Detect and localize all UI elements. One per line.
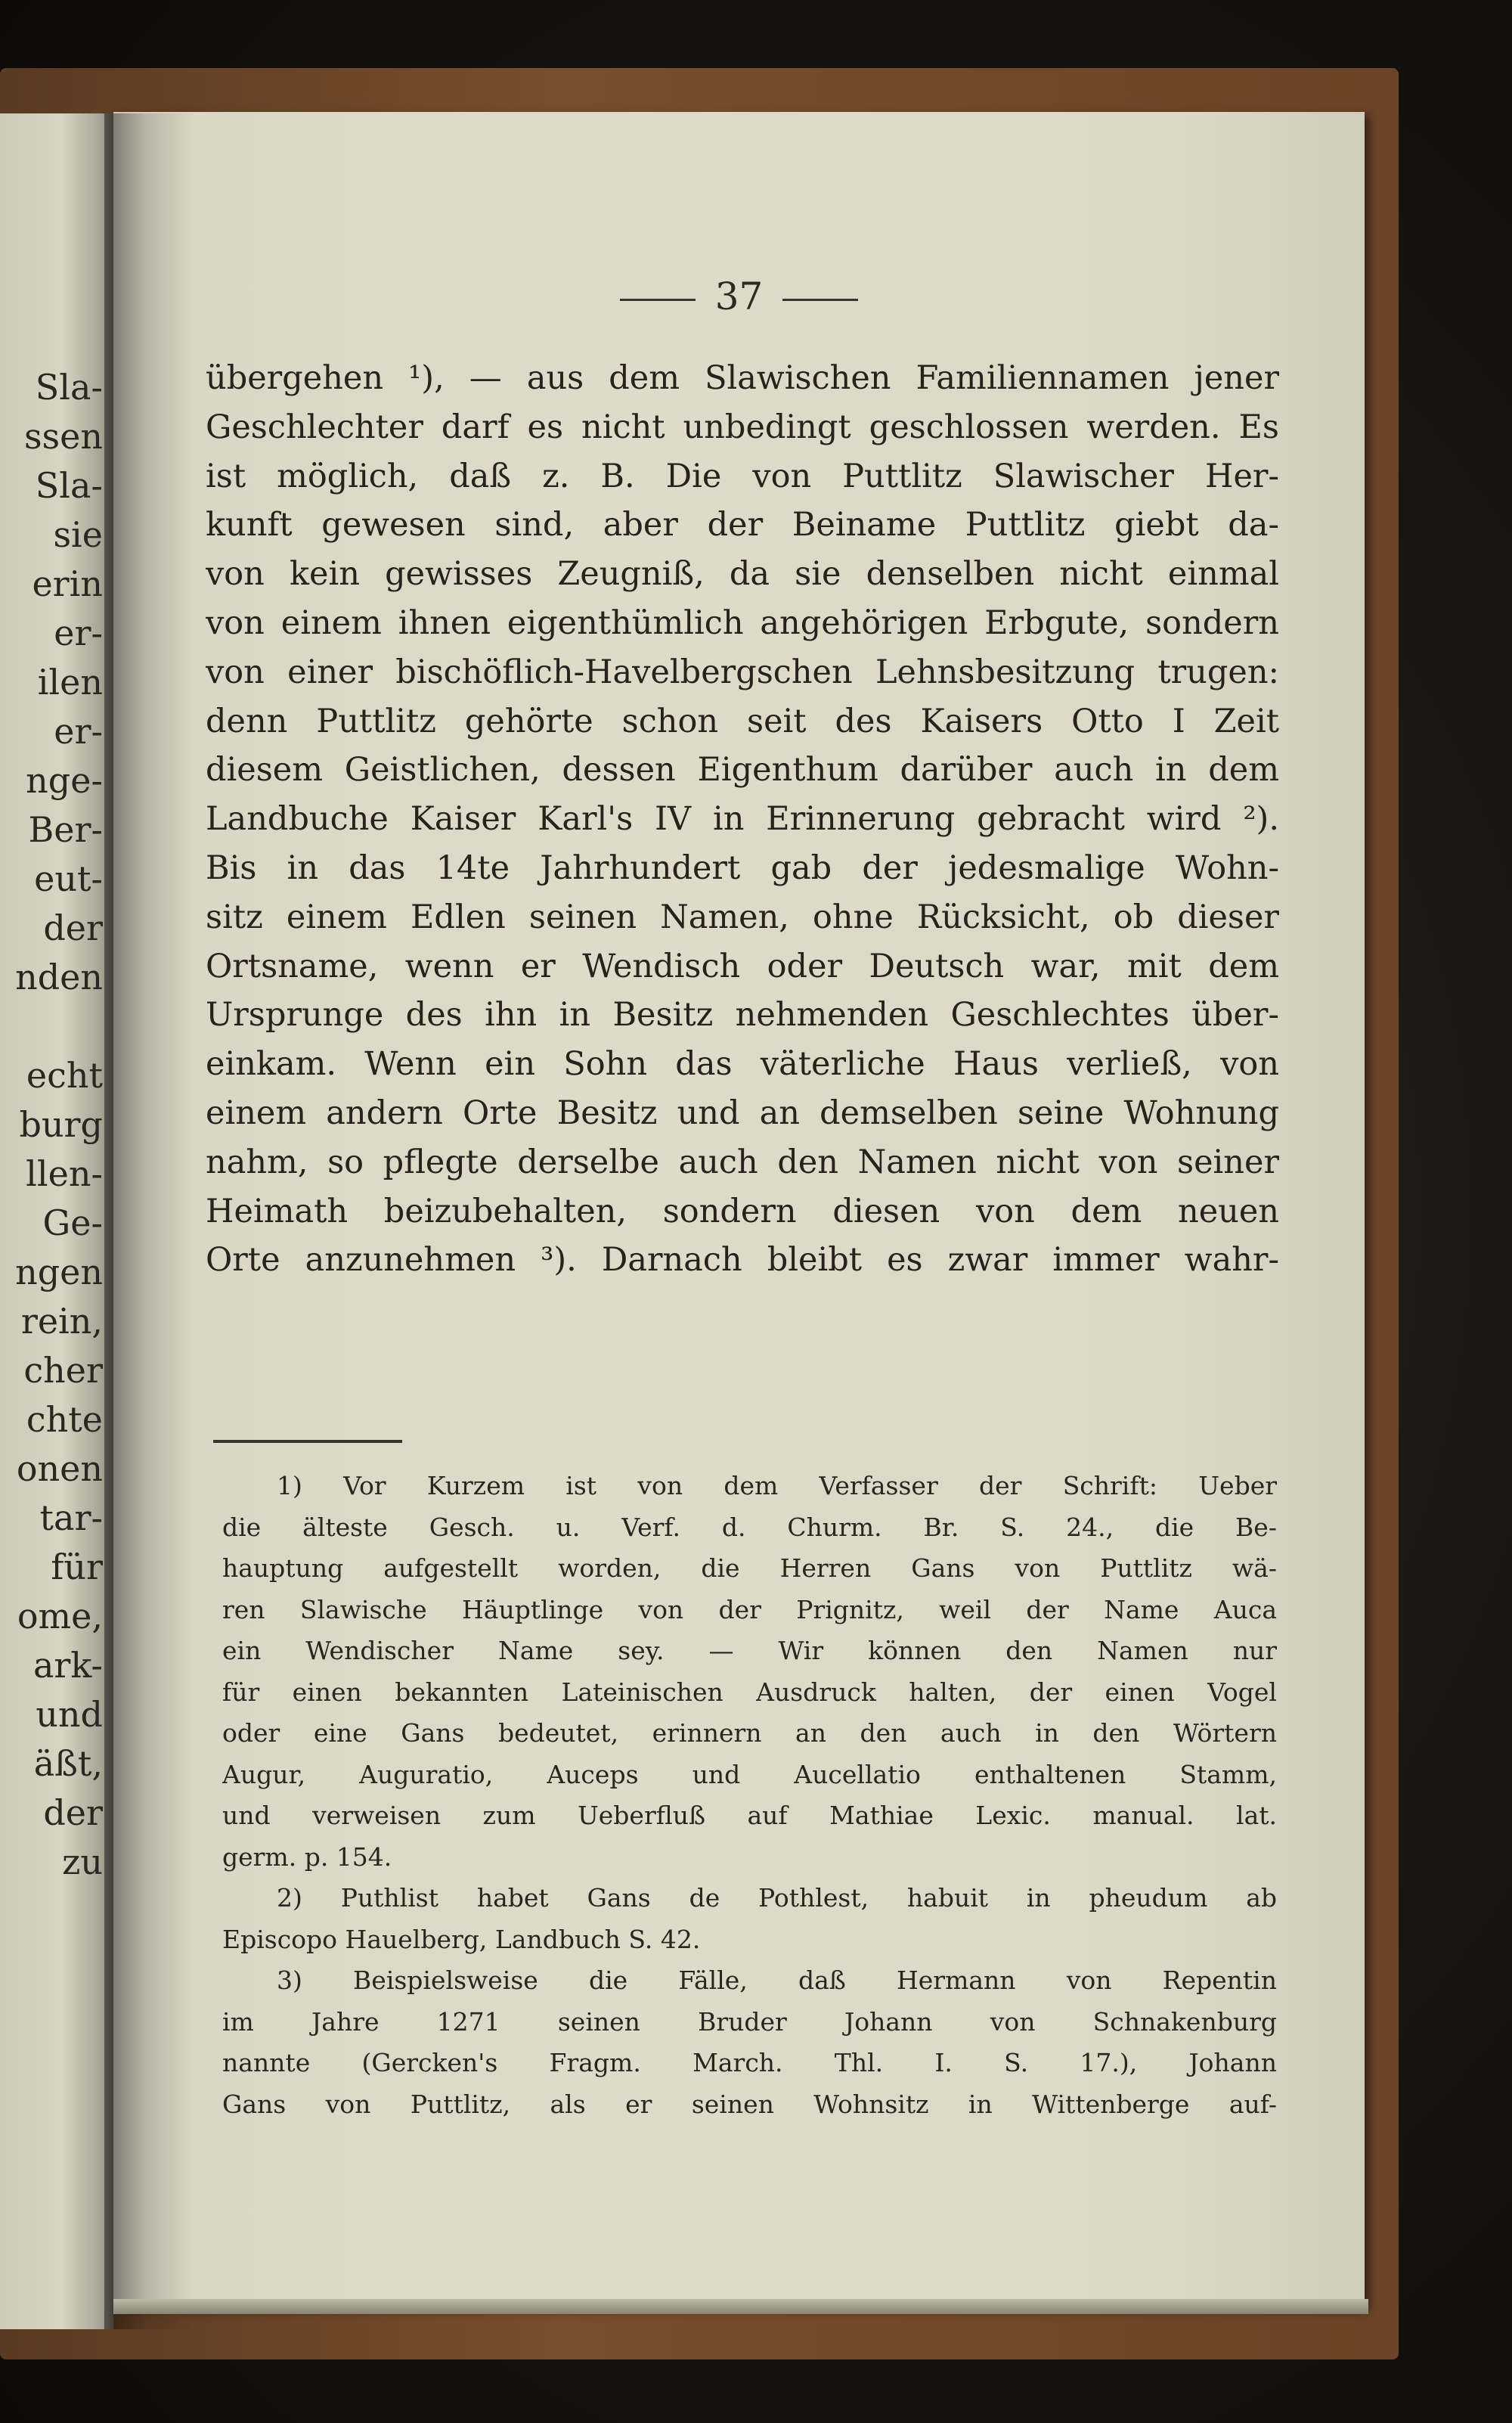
left-page-fragment: chte [26, 1399, 103, 1440]
body-line: kunft gewesen sind, aber der Beiname Puttlitz giebt da- [206, 506, 1279, 544]
left-page-fragment: Sla- [35, 465, 103, 506]
footnotes [222, 1466, 1277, 2125]
page-bottom-edge [113, 2299, 1368, 2314]
footnote-line: ein Wendischer Name sey. — Wir können den Namen nur [222, 1636, 1277, 1665]
footnote-line: Augur, Auguratio, Auceps und Aucellatio enthaltenen Stamm, [222, 1759, 1277, 1789]
footnote-line: 1) Vor Kurzem ist von dem Verfasser der Schrift: Ueber [277, 1471, 1277, 1500]
gutter-shadow [104, 113, 195, 2329]
footnote-line: Episcopo Hauelberg, Landbuch S. 42. [222, 1924, 701, 1954]
left-page-fragment: für [51, 1547, 103, 1587]
left-page-fragment: ome, [17, 1596, 103, 1637]
left-page-fragment: er- [54, 613, 103, 653]
footnote-line: im Jahre 1271 seinen Bruder Johann von Schnakenburg [222, 2006, 1277, 2037]
left-page-fragment: Ber- [28, 809, 103, 850]
footnote-line: germ. p. 154. [222, 1841, 392, 1872]
footnote-line: hauptung aufgestellt worden, die Herren Gans von Puttlitz wä- [222, 1553, 1277, 1583]
left-page-fragment: rein, [20, 1301, 103, 1342]
body-line: von einer bischöflich-Havelbergschen Lehnsbesitzung trugen: [206, 653, 1279, 691]
body-line: Bis in das 14te Jahrhundert gab der jedesmalige Wohn- [206, 849, 1279, 887]
left-page-fragment: Ge- [42, 1202, 103, 1243]
left-page-fragment: Sla- [35, 367, 103, 408]
body-line: einem andern Orte Besitz und an demselben seine Wohnung [206, 1094, 1279, 1132]
body-line: Ortsname, wenn er Wendisch oder Deutsch war, mit dem [206, 947, 1279, 985]
body-line: übergehen ¹), — aus dem Slawischen Familiennamen jener [206, 359, 1279, 397]
left-page-fragment: ark- [33, 1645, 103, 1686]
left-page-fragment: ngen [15, 1252, 103, 1292]
body-line: nahm, so pflegte derselbe auch den Namen nicht von seiner [206, 1143, 1279, 1181]
left-page-fragment: cher [23, 1350, 103, 1391]
left-page-fragment: der [43, 1792, 103, 1833]
left-page-fragment: ilen [37, 662, 103, 703]
left-page-fragment: ssen [23, 416, 103, 457]
left-page-fragment: der [43, 907, 103, 948]
body-line: Heimath beizubehalten, sondern diesen von dem neuen [206, 1192, 1279, 1230]
body-line: ist möglich, daß z. B. Die von Puttlitz Slawischer Her- [206, 457, 1279, 495]
left-page-fragment: erin [32, 563, 103, 604]
body-line: Geschlechter darf es nicht unbedingt geschlossen werden. Es [206, 408, 1279, 446]
footnote-line: ren Slawische Häuptlinge von der Prignitz, weil der Name Auca [222, 1594, 1277, 1624]
body-text [206, 354, 1279, 1285]
left-page-fragment: eut- [34, 858, 103, 899]
body-line: von einem ihnen eigenthümlich angehörigen Erbgute, sondern [206, 603, 1279, 642]
footnote-line: 3) Beispielsweise die Fälle, daß Hermann von Repentin [277, 1965, 1277, 1995]
body-line: diesem Geistlichen, dessen Eigenthum darüber auch in dem [206, 751, 1279, 790]
footnote-line: 2) Puthlist habet Gans de Pothlest, habuit in pheudum ab [277, 1883, 1277, 1913]
footnote-line: für einen bekannten Lateinischen Ausdruck halten, der einen Vogel [222, 1677, 1277, 1707]
footnote-line: die älteste Gesch. u. Verf. d. Churm. Br. S. 24., die Be- [222, 1512, 1277, 1542]
left-page-fragment: sie [53, 514, 103, 555]
left-page-fragment: zu [62, 1841, 103, 1882]
body-line: denn Puttlitz gehörte schon seit des Kaisers Otto I Zeit [206, 702, 1279, 740]
footnote-line: und verweisen zum Ueberfluß auf Mathiae Lexic. manual. lat. [222, 1801, 1277, 1830]
left-page-fragment: er- [54, 711, 103, 752]
body-line: einkam. Wenn ein Sohn das väterliche Haus verließ, von [206, 1045, 1279, 1084]
left-page-fragment: burg [19, 1104, 103, 1145]
body-line: Ursprunge des ihn in Besitz nehmenden Geschlechtes über- [206, 996, 1279, 1035]
footnote-line: nannte (Gercken's Fragm. March. Thl. I. S. 17.), Johann [222, 2048, 1277, 2077]
left-page-fragment: llen- [26, 1153, 103, 1194]
left-page-fragment: echt [26, 1055, 103, 1096]
body-line: sitz einem Edlen seinen Namen, ohne Rücksicht, ob dieser [206, 898, 1279, 936]
right-page [113, 112, 1365, 2309]
left-page-fragment: onen [16, 1448, 103, 1489]
footnote-line: oder eine Gans bedeutet, erinnern an den auch in den Wörtern [222, 1718, 1277, 1748]
left-facing-page [0, 113, 113, 2329]
page-number: 37 [113, 275, 1365, 318]
footnote-line: Gans von Puttlitz, als er seinen Wohnsitz in Wittenberge auf- [222, 2089, 1277, 2119]
left-page-fragment: äßt, [33, 1743, 103, 1784]
left-page-fragment: nden [15, 957, 103, 997]
left-page-fragment: nge- [26, 760, 103, 801]
body-line: von kein gewisses Zeugniß, da sie denselben nicht einmal [206, 555, 1279, 594]
left-page-fragment: und [36, 1694, 103, 1735]
body-line: Landbuche Kaiser Karl's IV in Erinnerung gebracht wird ²). [206, 800, 1279, 839]
footnote-separator [213, 1440, 402, 1443]
left-page-fragment: tar- [39, 1497, 103, 1538]
body-line: Orte anzunehmen ³). Darnach bleibt es zwar immer wahr- [206, 1241, 1279, 1280]
